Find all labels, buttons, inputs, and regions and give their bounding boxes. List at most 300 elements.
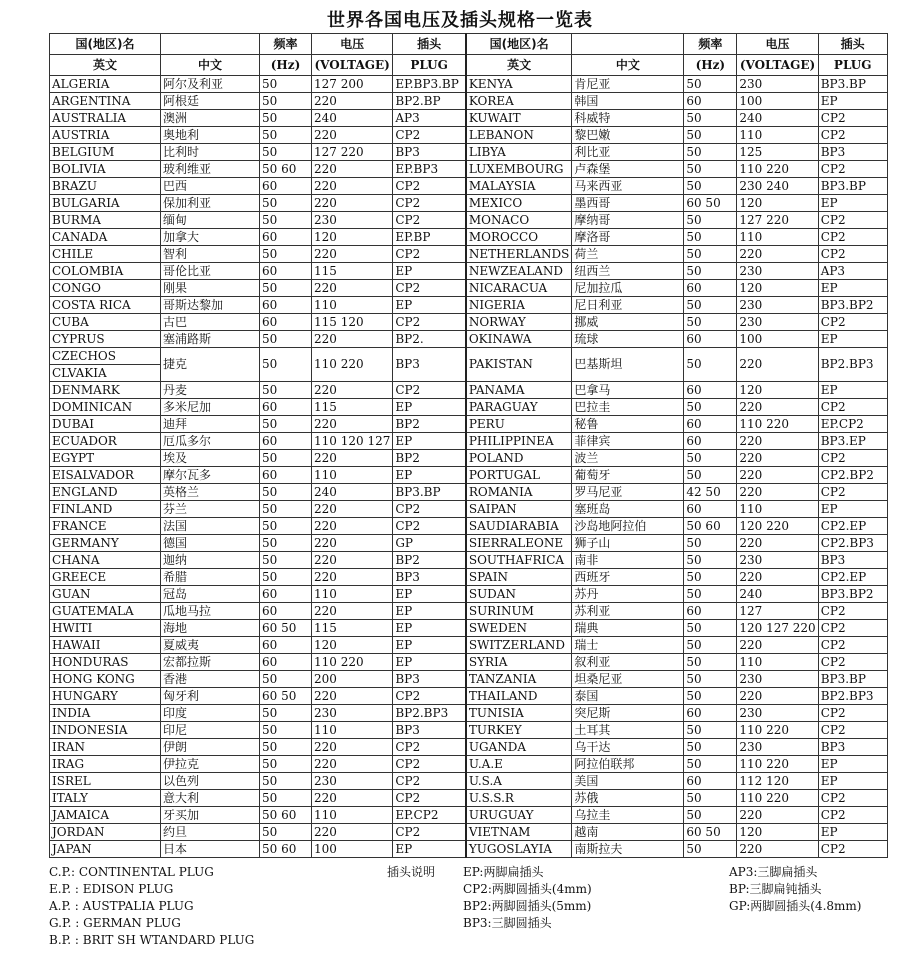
plug-type: BP3.BP (818, 671, 887, 688)
frequency: 50 (260, 790, 312, 807)
frequency: 50 (684, 110, 737, 127)
header-voltage: 电压 (737, 34, 818, 55)
frequency: 50 (684, 671, 737, 688)
frequency: 50 (684, 739, 737, 756)
plug-type: CP2.EP (818, 569, 887, 586)
plug-type: CP2 (818, 654, 887, 671)
country-en: ENGLAND (50, 484, 161, 501)
table-row (50, 569, 888, 586)
country-en: MONACO (466, 212, 572, 229)
voltage: 230 (312, 705, 393, 722)
frequency: 60 50 (260, 688, 312, 705)
frequency: 50 (260, 76, 312, 93)
country-en: NICARACUA (466, 280, 572, 297)
voltage: 220 (312, 756, 393, 773)
frequency: 50 (260, 331, 312, 348)
frequency: 60 (684, 501, 737, 518)
frequency: 50 (260, 195, 312, 212)
country-cn: 南非 (572, 552, 684, 569)
frequency: 60 (260, 586, 312, 603)
country-cn: 塞浦路斯 (161, 331, 260, 348)
voltage: 220 (312, 688, 393, 705)
voltage: 240 (312, 484, 393, 501)
plug-type: CP2 (393, 824, 466, 841)
header-country: 国(地区)名 (50, 34, 161, 55)
country-en: CLVAKIA (50, 365, 161, 382)
table-row (50, 552, 888, 569)
voltage: 220 (312, 790, 393, 807)
frequency: 50 (684, 654, 737, 671)
voltage: 100 (737, 331, 818, 348)
country-en: SAIPAN (466, 501, 572, 518)
plug-type: EP (393, 637, 466, 654)
table-row (50, 654, 888, 671)
voltage: 110 220 (737, 790, 818, 807)
frequency: 60 (684, 382, 737, 399)
table-row (50, 535, 888, 552)
voltage: 110 (312, 807, 393, 824)
table-row (50, 144, 888, 161)
frequency: 60 (260, 263, 312, 280)
frequency: 50 (684, 620, 737, 637)
frequency: 60 (260, 603, 312, 620)
header-blank (161, 34, 260, 55)
country-en: CHILE (50, 246, 161, 263)
country-cn: 海地 (161, 620, 260, 637)
country-cn: 葡萄牙 (572, 467, 684, 484)
frequency: 50 (260, 93, 312, 110)
voltage: 115 (312, 620, 393, 637)
plug-type: CP2 (818, 314, 887, 331)
country-en: GUATEMALA (50, 603, 161, 620)
plug-type: EP (818, 93, 887, 110)
country-cn: 迦纳 (161, 552, 260, 569)
plug-type: CP2 (818, 620, 887, 637)
country-en: ISREL (50, 773, 161, 790)
header-plug: 插头 (818, 34, 887, 55)
table-row (50, 246, 888, 263)
voltage: 220 (312, 161, 393, 178)
country-cn: 波兰 (572, 450, 684, 467)
voltage: 220 (312, 127, 393, 144)
plug-type: CP2 (818, 110, 887, 127)
table-row (50, 773, 888, 790)
frequency: 50 (260, 127, 312, 144)
country-cn: 哥伦比亚 (161, 263, 260, 280)
country-cn: 冠岛 (161, 586, 260, 603)
table-row (50, 195, 888, 212)
table-row (50, 433, 888, 450)
table-row (50, 586, 888, 603)
frequency: 50 (684, 552, 737, 569)
frequency: 50 (684, 144, 737, 161)
plug-type: CP2 (818, 637, 887, 654)
country-cn: 阿拉伯联邦 (572, 756, 684, 773)
plug-type: CP2 (818, 161, 887, 178)
country-en: JAMAICA (50, 807, 161, 824)
legend-label: 插头说明 (387, 865, 436, 879)
frequency: 60 (260, 297, 312, 314)
country-cn: 美国 (572, 773, 684, 790)
legend-plug-desc: BP2:两脚圆插头(5mm) (463, 899, 592, 913)
frequency: 50 (684, 399, 737, 416)
plug-type: BP3 (393, 144, 466, 161)
legend-plug-desc: AP3:三脚扁插头 (729, 865, 818, 879)
plug-type: BP2.BP (393, 93, 466, 110)
voltage: 220 (312, 535, 393, 552)
voltage: 220 (312, 178, 393, 195)
voltage: 127 (737, 603, 818, 620)
country-en: PORTUGAL (466, 467, 572, 484)
country-en: IRAN (50, 739, 161, 756)
country-en: LIBYA (466, 144, 572, 161)
plug-type: BP3 (818, 144, 887, 161)
country-en: EISALVADOR (50, 467, 161, 484)
country-cn: 希腊 (161, 569, 260, 586)
plug-type: EP (393, 467, 466, 484)
country-cn: 尼日利亚 (572, 297, 684, 314)
plug-type: BP2 (393, 450, 466, 467)
frequency: 60 (260, 467, 312, 484)
plug-type: BP3 (393, 722, 466, 739)
country-cn: 法国 (161, 518, 260, 535)
country-cn: 挪威 (572, 314, 684, 331)
country-en: COSTA RICA (50, 297, 161, 314)
frequency: 50 (684, 348, 737, 382)
plug-type: CP2 (393, 688, 466, 705)
plug-type: BP3.BP (393, 484, 466, 501)
plug-type: CP2 (818, 705, 887, 722)
frequency: 50 (684, 722, 737, 739)
country-cn: 苏利亚 (572, 603, 684, 620)
country-en: DENMARK (50, 382, 161, 399)
country-cn: 土耳其 (572, 722, 684, 739)
country-en: PHILIPPINEA (466, 433, 572, 450)
plug-type: CP2 (393, 195, 466, 212)
country-en: ALGERIA (50, 76, 161, 93)
legend-abbrev: E.P. : EDISON PLUG (49, 882, 174, 896)
plug-type: CP2 (818, 603, 887, 620)
plug-type: EP (393, 603, 466, 620)
plug-type: EP (393, 399, 466, 416)
table-row (50, 229, 888, 246)
voltage: 110 220 (737, 416, 818, 433)
country-cn: 丹麦 (161, 382, 260, 399)
plug-type: BP2.BP3 (393, 705, 466, 722)
table-row (50, 399, 888, 416)
voltage: 220 (312, 416, 393, 433)
frequency: 50 (684, 467, 737, 484)
plug-type: EP (393, 654, 466, 671)
plug-type: CP2 (818, 127, 887, 144)
voltage: 115 120 (312, 314, 393, 331)
country-en: NETHERLANDS (466, 246, 572, 263)
country-en: ITALY (50, 790, 161, 807)
country-en: TUNISIA (466, 705, 572, 722)
country-cn: 乌拉圭 (572, 807, 684, 824)
voltage: 110 220 (737, 161, 818, 178)
country-en: DOMINICAN (50, 399, 161, 416)
country-cn: 奥地利 (161, 127, 260, 144)
header-plug: PLUG (818, 55, 887, 76)
table-row (50, 161, 888, 178)
country-cn: 牙买加 (161, 807, 260, 824)
country-cn: 苏俄 (572, 790, 684, 807)
plug-type: CP2 (393, 501, 466, 518)
table-row (50, 824, 888, 841)
legend-plug-desc: BP3:三脚圆插头 (463, 916, 552, 930)
plug-type: EP (393, 620, 466, 637)
country-en: GERMANY (50, 535, 161, 552)
table-row (50, 722, 888, 739)
voltage: 110 (312, 722, 393, 739)
voltage: 220 (312, 450, 393, 467)
table-row (50, 280, 888, 297)
frequency: 60 (260, 314, 312, 331)
country-cn: 狮子山 (572, 535, 684, 552)
country-cn: 罗马尼亚 (572, 484, 684, 501)
frequency: 50 (260, 705, 312, 722)
table-row (50, 756, 888, 773)
country-cn: 伊拉克 (161, 756, 260, 773)
country-en: MALAYSIA (466, 178, 572, 195)
table-row (50, 331, 888, 348)
legend-plug-desc: BP:三脚扁钝插头 (729, 882, 822, 896)
voltage: 120 (737, 280, 818, 297)
country-en: KUWAIT (466, 110, 572, 127)
country-cn: 越南 (572, 824, 684, 841)
plug-type: CP2 (393, 382, 466, 399)
country-cn: 巴基斯坦 (572, 348, 684, 382)
country-cn: 缅甸 (161, 212, 260, 229)
plug-type: EP.CP2 (818, 416, 887, 433)
frequency: 50 (684, 314, 737, 331)
table-row (50, 178, 888, 195)
frequency: 50 (684, 450, 737, 467)
plug-type: CP2 (393, 212, 466, 229)
voltage: 110 (737, 229, 818, 246)
country-en: PANAMA (466, 382, 572, 399)
plug-type: BP3 (393, 348, 466, 382)
frequency: 60 (260, 178, 312, 195)
country-cn: 匈牙利 (161, 688, 260, 705)
legend-plug-desc: GP:两脚圆插头(4.8mm) (729, 899, 862, 913)
plug-type: AP3 (818, 263, 887, 280)
frequency: 50 (684, 263, 737, 280)
plug-type: EP (818, 195, 887, 212)
frequency: 50 (684, 76, 737, 93)
voltage: 240 (312, 110, 393, 127)
table-row (50, 501, 888, 518)
voltage: 110 220 (312, 654, 393, 671)
plug-type: EP (818, 501, 887, 518)
country-cn: 巴拉圭 (572, 399, 684, 416)
frequency: 50 (684, 756, 737, 773)
frequency: 60 50 (260, 620, 312, 637)
country-cn: 苏丹 (572, 586, 684, 603)
country-cn: 印尼 (161, 722, 260, 739)
frequency: 50 (260, 280, 312, 297)
voltage: 110 (737, 501, 818, 518)
country-cn: 厄瓜多尔 (161, 433, 260, 450)
country-cn: 西班牙 (572, 569, 684, 586)
country-cn: 琉球 (572, 331, 684, 348)
plug-type: EP.CP2 (393, 807, 466, 824)
frequency: 60 50 (684, 824, 737, 841)
table-row (50, 807, 888, 824)
plug-type: BP3 (818, 739, 887, 756)
voltage: 230 (737, 739, 818, 756)
frequency: 50 (684, 161, 737, 178)
voltage: 110 (312, 297, 393, 314)
country-en: SAUDIARABIA (466, 518, 572, 535)
country-en: BOLIVIA (50, 161, 161, 178)
plug-type: BP2. (393, 331, 466, 348)
country-en: CONGO (50, 280, 161, 297)
legend-abbrev: A.P. : AUSTPALIA PLUG (49, 899, 194, 913)
country-en: NEWZEALAND (466, 263, 572, 280)
country-cn: 印度 (161, 705, 260, 722)
voltage: 110 120 127 (312, 433, 393, 450)
voltage: 100 (312, 841, 393, 858)
voltage: 230 (737, 552, 818, 569)
frequency: 42 50 (684, 484, 737, 501)
country-en: ECUADOR (50, 433, 161, 450)
plug-type: EP (393, 297, 466, 314)
table-row (50, 467, 888, 484)
table-row (50, 671, 888, 688)
country-cn: 巴西 (161, 178, 260, 195)
table-row (50, 841, 888, 858)
country-en: SPAIN (466, 569, 572, 586)
voltage: 220 (312, 501, 393, 518)
country-cn: 以色列 (161, 773, 260, 790)
country-cn: 意大利 (161, 790, 260, 807)
country-en: HUNGARY (50, 688, 161, 705)
frequency: 50 60 (260, 161, 312, 178)
country-en: UGANDA (466, 739, 572, 756)
voltage: 110 (312, 586, 393, 603)
country-en: SURINUM (466, 603, 572, 620)
plug-type: EP (393, 586, 466, 603)
country-cn: 卢森堡 (572, 161, 684, 178)
frequency: 50 (260, 739, 312, 756)
voltage: 230 (737, 297, 818, 314)
voltage: 220 (737, 807, 818, 824)
country-en: CYPRUS (50, 331, 161, 348)
voltage: 240 (737, 110, 818, 127)
plug-type: CP2 (818, 722, 887, 739)
table-row (50, 263, 888, 280)
header-en: 英文 (50, 55, 161, 76)
voltage: 220 (312, 518, 393, 535)
country-en: HONG KONG (50, 671, 161, 688)
country-en: YUGOSLAYIA (466, 841, 572, 858)
voltage: 220 (737, 433, 818, 450)
country-en: SUDAN (466, 586, 572, 603)
country-en: MOROCCO (466, 229, 572, 246)
country-en: PARAGUAY (466, 399, 572, 416)
voltage: 220 (737, 688, 818, 705)
plug-type: CP2.BP2 (818, 467, 887, 484)
frequency: 60 (260, 637, 312, 654)
country-en: CUBA (50, 314, 161, 331)
page-title: 世界各国电压及插头规格一览表 (327, 10, 593, 31)
voltage: 120 (737, 382, 818, 399)
country-cn: 比利时 (161, 144, 260, 161)
frequency: 60 (684, 773, 737, 790)
frequency: 50 (260, 501, 312, 518)
frequency: 50 (260, 110, 312, 127)
frequency: 50 (260, 552, 312, 569)
plug-type: EP (818, 756, 887, 773)
voltage: 127 220 (737, 212, 818, 229)
country-cn: 芬兰 (161, 501, 260, 518)
plug-type: BP3 (393, 671, 466, 688)
country-en: SIERRALEONE (466, 535, 572, 552)
plug-type: BP3.BP2 (818, 586, 887, 603)
frequency: 50 (260, 535, 312, 552)
country-en: ARGENTINA (50, 93, 161, 110)
plug-type: CP2 (393, 280, 466, 297)
header-country: 国(地区)名 (466, 34, 572, 55)
country-en: EGYPT (50, 450, 161, 467)
table-row (50, 76, 888, 93)
plug-type: CP2 (393, 773, 466, 790)
header-en: 英文 (466, 55, 572, 76)
frequency: 50 (684, 688, 737, 705)
voltage: 110 (737, 654, 818, 671)
voltage: 220 (737, 841, 818, 858)
frequency: 60 (684, 433, 737, 450)
country-en: NIGERIA (466, 297, 572, 314)
frequency: 50 (260, 450, 312, 467)
header-row (50, 55, 888, 76)
country-en: TANZANIA (466, 671, 572, 688)
frequency: 50 60 (260, 841, 312, 858)
voltage: 220 (312, 93, 393, 110)
country-en: OKINAWA (466, 331, 572, 348)
country-en: MEXICO (466, 195, 572, 212)
plug-type: EP.BP (393, 229, 466, 246)
country-cn: 古巴 (161, 314, 260, 331)
voltage: 110 220 (737, 756, 818, 773)
country-en: KENYA (466, 76, 572, 93)
country-cn: 纽西兰 (572, 263, 684, 280)
legend-abbrev: G.P. : GERMAN PLUG (49, 916, 181, 930)
frequency: 50 (684, 586, 737, 603)
frequency: 50 (684, 807, 737, 824)
country-en: PERU (466, 416, 572, 433)
frequency: 50 60 (260, 807, 312, 824)
table-row (50, 518, 888, 535)
plug-type: EP.BP3 (393, 161, 466, 178)
country-cn: 秘鲁 (572, 416, 684, 433)
plug-type: CP2 (393, 518, 466, 535)
country-cn: 泰国 (572, 688, 684, 705)
country-en: GUAN (50, 586, 161, 603)
voltage: 230 (737, 263, 818, 280)
plug-type: CP2 (818, 790, 887, 807)
frequency: 50 (260, 824, 312, 841)
country-en: FINLAND (50, 501, 161, 518)
frequency: 50 (260, 569, 312, 586)
country-en: TURKEY (466, 722, 572, 739)
voltage: 230 (737, 76, 818, 93)
plug-type: CP2.BP3 (818, 535, 887, 552)
voltage: 220 (737, 484, 818, 501)
country-cn: 迪拜 (161, 416, 260, 433)
